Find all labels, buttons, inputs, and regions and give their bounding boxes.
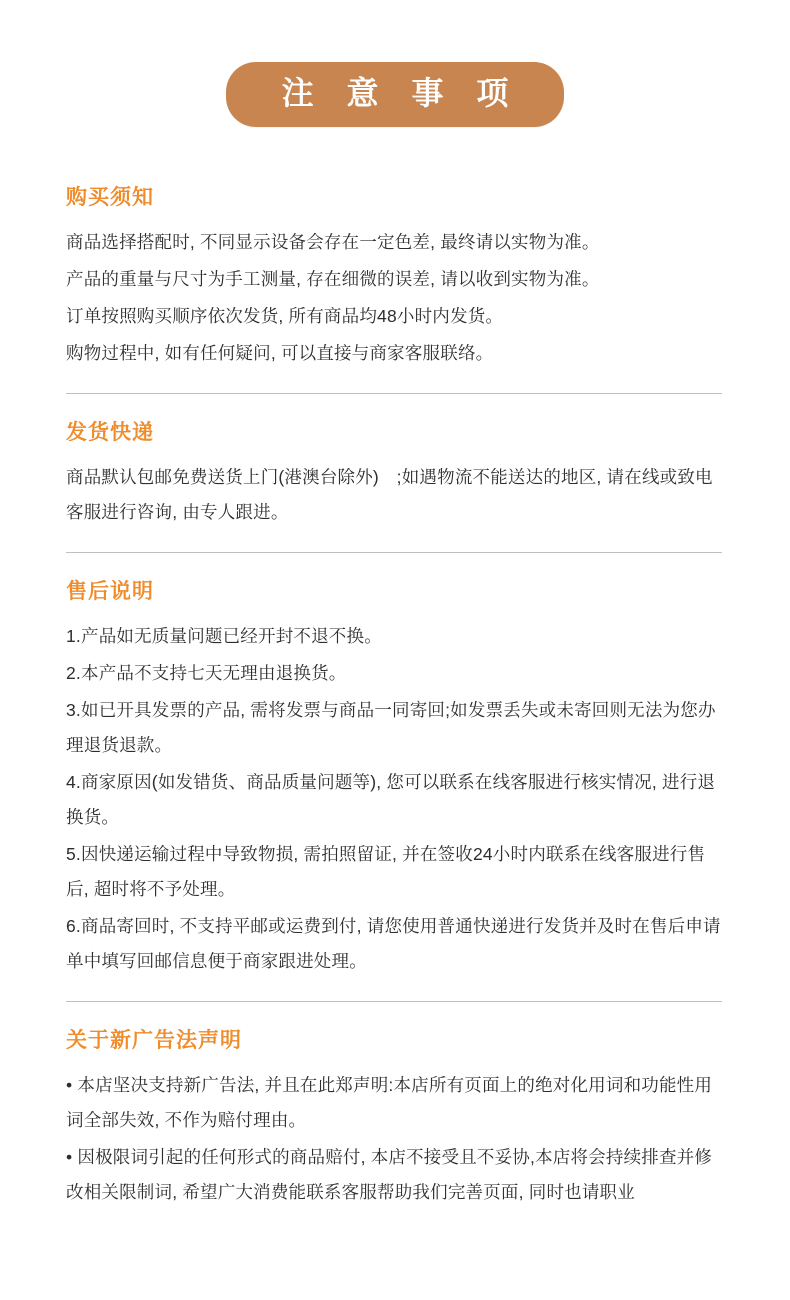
section-heading: 关于新广告法声明	[66, 1028, 242, 1052]
section-paragraph: 4.商家原因(如发错货、商品质量问题等), 您可以联系在线客服进行核实情况, 进行退换货。	[66, 771, 716, 827]
spacer	[66, 979, 722, 985]
section-after-sales	[66, 552, 722, 1001]
section-heading: 售后说明	[66, 579, 154, 603]
section-paragraph: 产品的重量与尺寸为手工测量, 存在细微的误差, 请以收到实物为准。	[66, 268, 600, 289]
page-title-container	[0, 0, 790, 127]
section-paragraph: 2.本产品不支持七天无理由退换货。	[66, 662, 347, 683]
section-paragraph: 1.产品如无质量问题已经开封不退不换。	[66, 625, 382, 646]
section-advertising-law	[66, 1001, 722, 1226]
section-paragraph: 商品选择搭配时, 不同显示设备会存在一定色差, 最终请以实物为准。	[66, 231, 600, 252]
spacer	[66, 371, 722, 377]
section-paragraph: 购物过程中, 如有任何疑问, 可以直接与商家客服联络。	[66, 342, 494, 363]
section-paragraph: 商品默认包邮免费送货上门(港澳台除外) ;如遇物流不能送达的地区, 请在线或致电客服进行咨询, 由专人跟进。	[66, 466, 713, 522]
section-shipping	[66, 393, 722, 552]
section-paragraph: 6.商品寄回时, 不支持平邮或运费到付, 请您使用普通快递进行发货并及时在售后申请单中填写回邮信息便于商家跟进处理。	[66, 915, 721, 971]
section-paragraph: 订单按照购买顺序依次发货, 所有商品均48小时内发货。	[66, 305, 504, 326]
page-title: 注 意 事 项	[226, 62, 565, 127]
section-purchase-notice	[66, 181, 722, 393]
section-paragraph: 3.如已开具发票的产品, 需将发票与商品一同寄回;如发票丢失或未寄回则无法为您办理退货退款。	[66, 699, 716, 755]
spacer	[66, 530, 722, 536]
sections-container	[0, 181, 790, 1226]
section-paragraph: 5.因快递运输过程中导致物损, 需拍照留证, 并在签收24小时内联系在线客服进行售后, 超时将不予处理。	[66, 843, 706, 899]
section-heading: 购买须知	[66, 185, 154, 209]
section-paragraph: • 本店坚决支持新广告法, 并且在此郑声明:本店所有页面上的绝对化用词和功能性用词全部失效, 不作为赔付理由。	[66, 1074, 713, 1130]
section-heading: 发货快递	[66, 420, 154, 444]
section-paragraph: • 因极限词引起的任何形式的商品赔付, 本店不接受且不妥协,本店将会持续排查并修改相关限制词, 希望广大消费能联系客服帮助我们完善页面, 同时也请职业	[66, 1146, 713, 1202]
